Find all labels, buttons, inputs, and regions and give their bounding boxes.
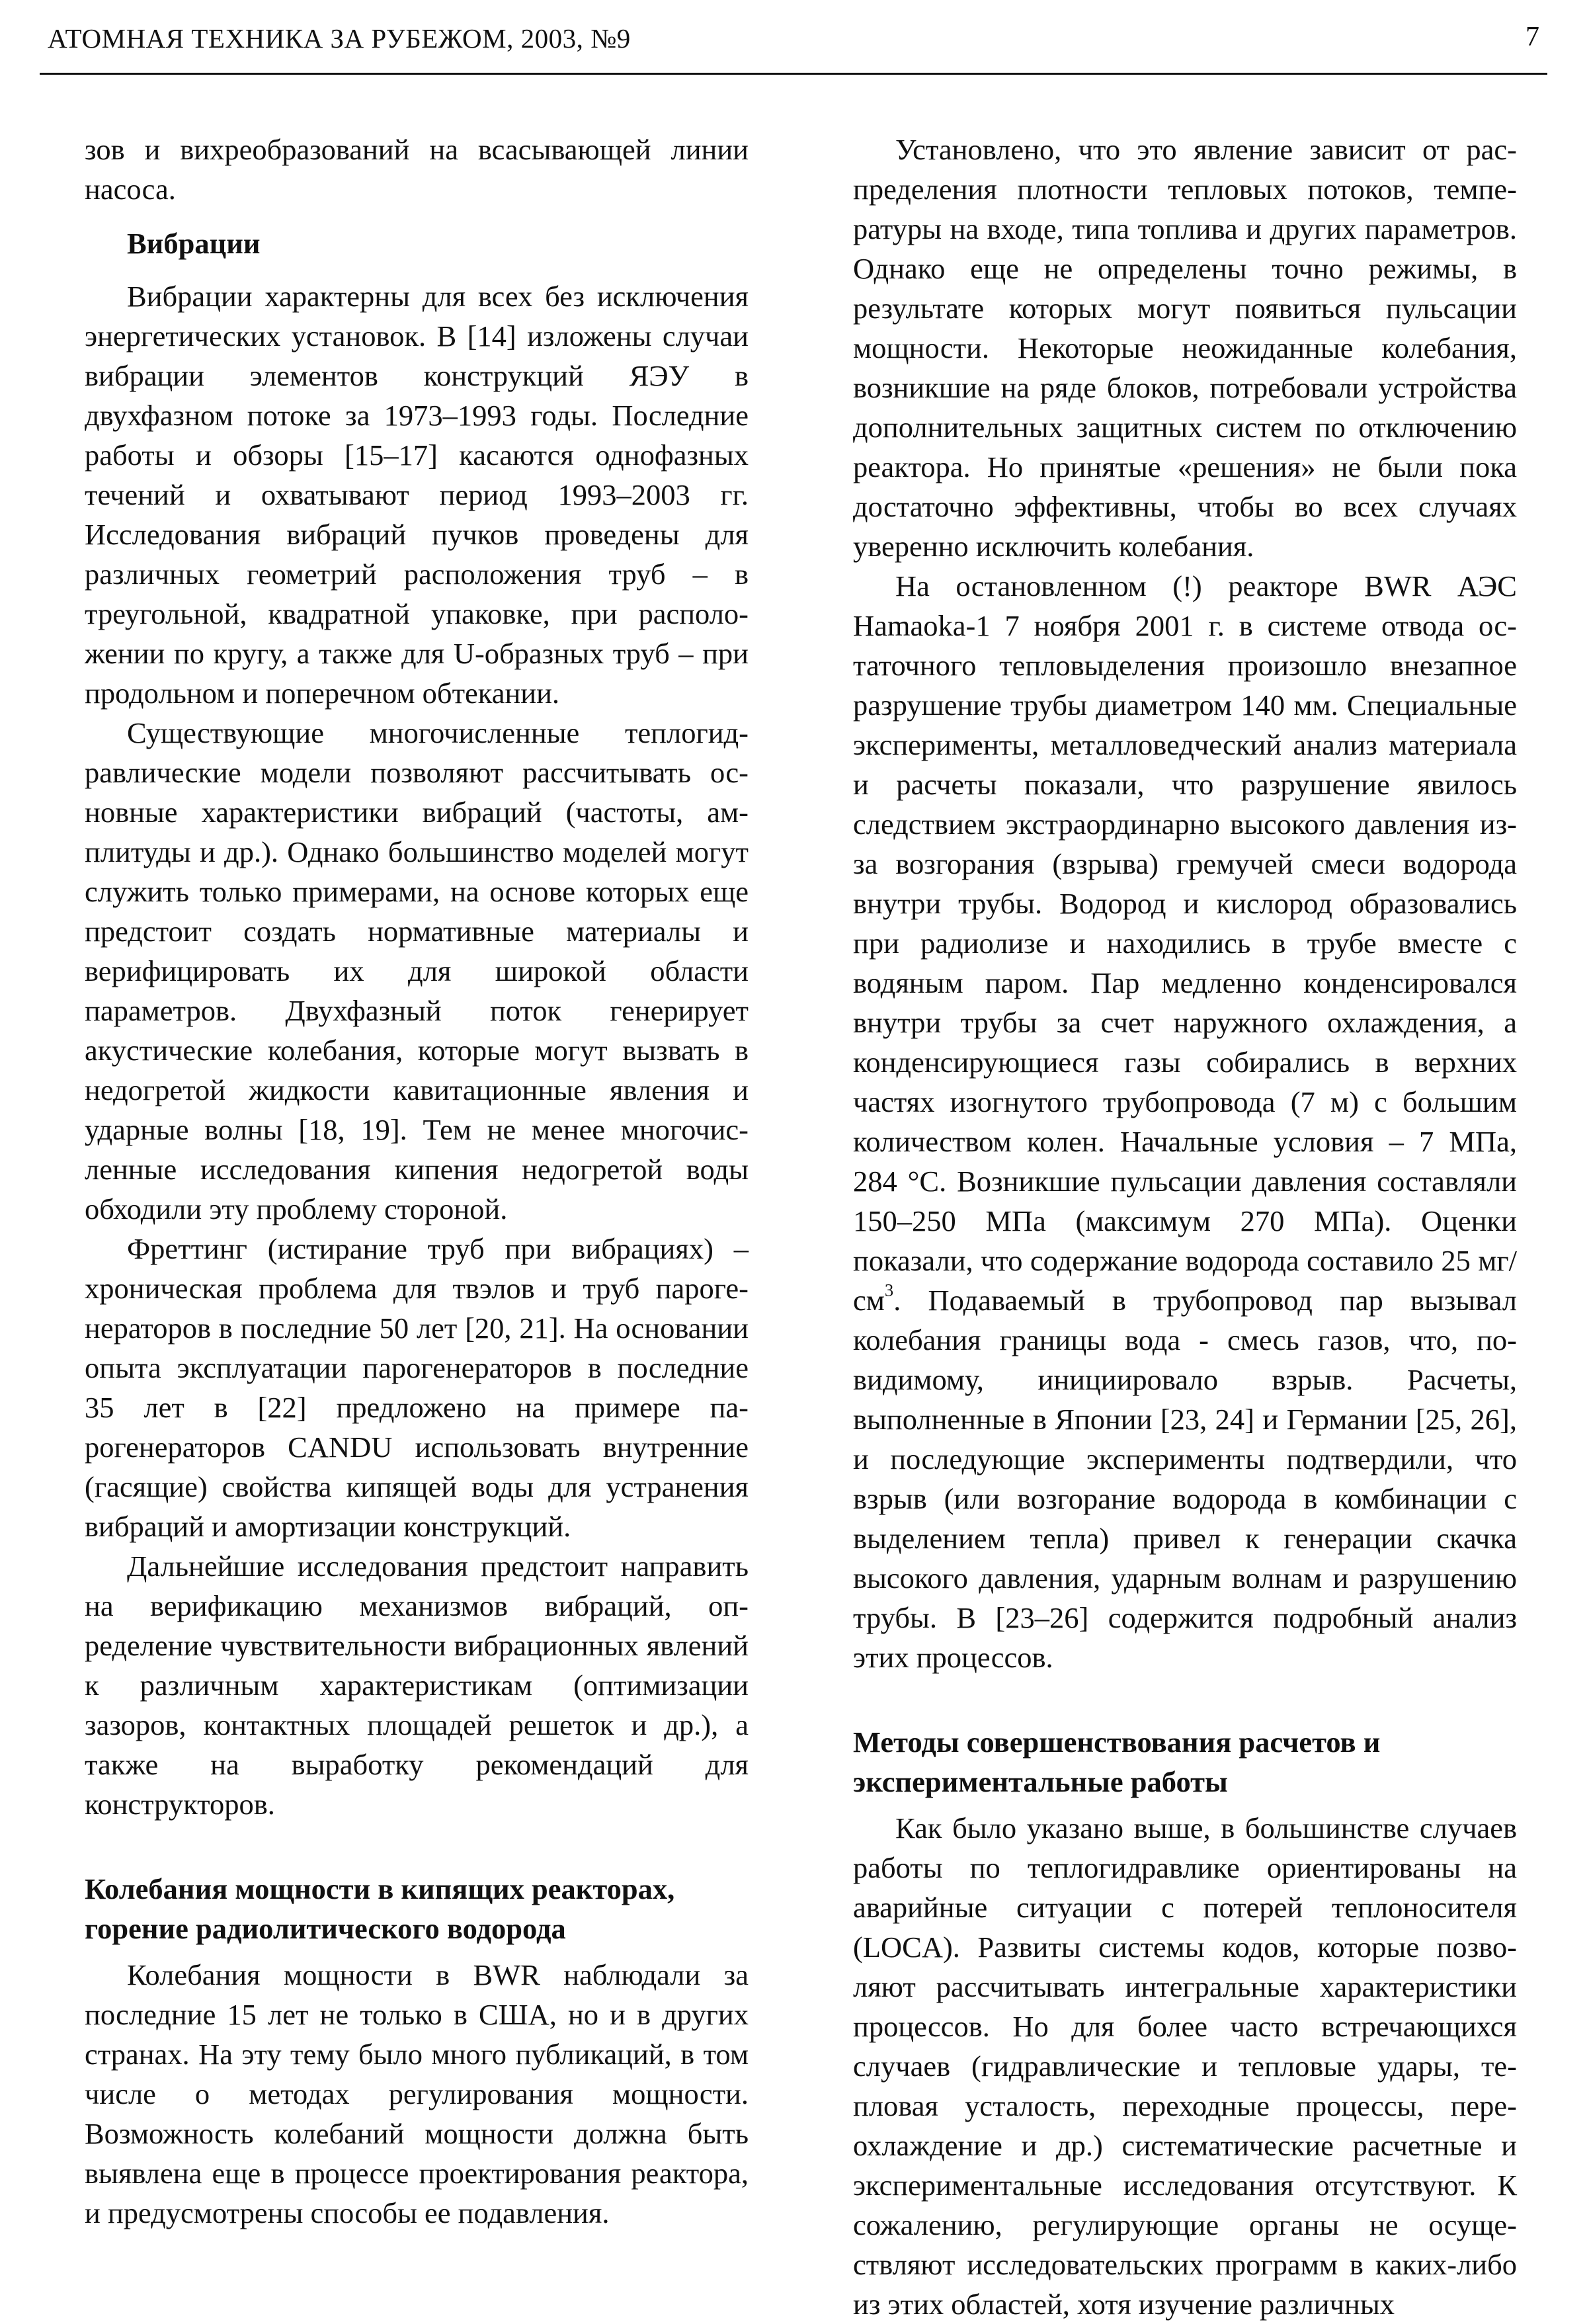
journal-title: АТОМНАЯ ТЕХНИКА ЗА РУБЕЖОМ, 2003, №9 [48, 23, 631, 54]
left-column [85, 130, 749, 2246]
paragraph: Существующие многочисленные теплогидравлические модели позволяют рассчитывать основные характеристики вибраций (частоты, амплитуды и др.). Однако большинство моделей могут служить только примерами, на основе которых еще предстоит создать нормативные материалы и верифицировать их для широкой области параметров. Двухфазный поток генерирует акустические колебания, которые могут вызвать в недогретой жидкости кавитационные явления и ударные волны [18, 19]. Тем не менее многочисленные исследования кипения недогретой воды обходили эту проблему стороной. [85, 716, 749, 1225]
paragraph: Установлено, что это явление зависит от распределения плотности тепловых потоков, температуры на входе, типа топлива и других параметров. Однако еще не определены точно режимы, в результате которых могут появиться пульсации мощности. Некоторые неожиданные колебания, возникшие на ряде блоков, потребовали устройства дополнительных защитных систем по отключению реактора. Но принятые «решения» не были пока достаточно эффективны, чтобы во всех случаях уверенно исключить колебания. [853, 133, 1517, 563]
page-number: 7 [1526, 22, 1539, 52]
paragraph: Вибрации характерны для всех без исключения энергетических установок. В [14] изложены случаи вибрации элементов конструкций ЯЭУ в двухфазном потоке за 1973–1993 годы. Последние работы и обзоры [15–17] касаются однофазных течений и охватывают период 1993–2003 гг. Исследования вибраций пучков проведены для различных геометрий расположения труб – в треугольной, квадратной упаковке, при расположении по кругу, а также для U-образных труб – при продольном и поперечном обтекании. [85, 280, 749, 710]
section-heading-power-oscillations: Колебания мощности в кипящих реакторах, горение радиолитического водорода [85, 1872, 675, 1945]
paragraph: Дальнейшие исследования предстоит направить на верификацию механизмов вибраций, определение чувствительности вибрационных явлений к различным характеристикам (оптимизации зазоров, контактных площадей решеток и др.), а также на выработку рекомендаций для конструкторов. [85, 1550, 749, 1821]
section-heading-vibrations: Вибрации [127, 227, 261, 260]
paragraph: Колебания мощности в BWR наблюдали за последние 15 лет не только в США, но и в других странах. На эту тему было много публикаций, в том числе о методах регулирования мощности. Возможность колебаний мощности должна быть выявлена еще в процессе проектирования реактора, и предусмотрены способы ее подавления. [85, 1958, 749, 2229]
right-column [853, 130, 1517, 2321]
paragraph-hamaoka [853, 566, 1517, 1677]
section-heading-methods: Методы совершенствования расчетов и экспериментальные работы [853, 1725, 1381, 1798]
paragraph: зов и вихреобразований на всасывающей линии насоса. [85, 133, 749, 206]
paragraph-text: . Подаваемый в трубопровод пар вызывал колебания границы вода - смесь газов, что, по-видимому, инициировало взрыв. Расчеты, выполненные в Японии [23, 24] и Германии [25, 26], и последующие эксперименты подтвердили, что взрыв (или возгорание водорода в комбинации с выделением тепла) привел к генерации скачка высокого давления, ударным волнам и разрушению трубы. В [23–26] содержится подробный анализ этих процессов. [853, 1284, 1517, 1674]
paragraph: Фреттинг (истирание труб при вибрациях) – хроническая проблема для твэлов и труб парогенераторов в последние 50 лет [20, 21]. На основании опыта эксплуатации парогенераторов в последние 35 лет в [22] предложено на примере парогенераторов CANDU использовать внутренние (гасящие) свойства кипящей воды для устранения вибраций и амортизации конструкций. [85, 1232, 749, 1543]
superscript: 3 [884, 1280, 894, 1300]
paragraph-text: На остановленном (!) реакторе BWR АЭС Hamaoka-1 7 ноября 2001 г. в системе отвода остаточного тепловыделения произошло внезапное разрушение трубы диаметром 140 мм. Специальные эксперименты, металловедческий анализ материала и расчеты показали, что разрушение явилось следствием экстраординарно высокого давления из-за возгорания (взрыва) гремучей смеси водорода внутри трубы. Водород и кислород образовались при радиолизе и находились в трубе вместе с водяным паром. Пар медленно конденсировался внутри трубы за счет наружного охлаждения, а конденсирующиеся газы собирались в верхних частях изогнутого трубопровода (7 м) с большим количеством колен. Начальные условия – 7 МПа, 284 °С. Возникшие пульсации давления составляли 150–250 МПа (максимум 270 МПа). Оценки показали, что содержание водорода составило 25 мг/см [853, 569, 1517, 1317]
paragraph: Как было указано выше, в большинстве случаев работы по теплогидравлике ориентированы на аварийные ситуации с потерей теплоносителя (LOCA). Развиты системы кодов, которые позволяют рассчитывать интегральные характеристики процессов. Но для более часто встречающихся случаев (гидравлические и тепловые удары, тепловая усталость, переходные процессы, переохлаждение и др.) систематические расчетные и экспериментальные исследования отсутствуют. К сожалению, регулирующие органы не осуществляют исследовательских программ в каких-либо из этих областей, хотя изучение различных [853, 1811, 1517, 2321]
running-header [40, 20, 1547, 75]
